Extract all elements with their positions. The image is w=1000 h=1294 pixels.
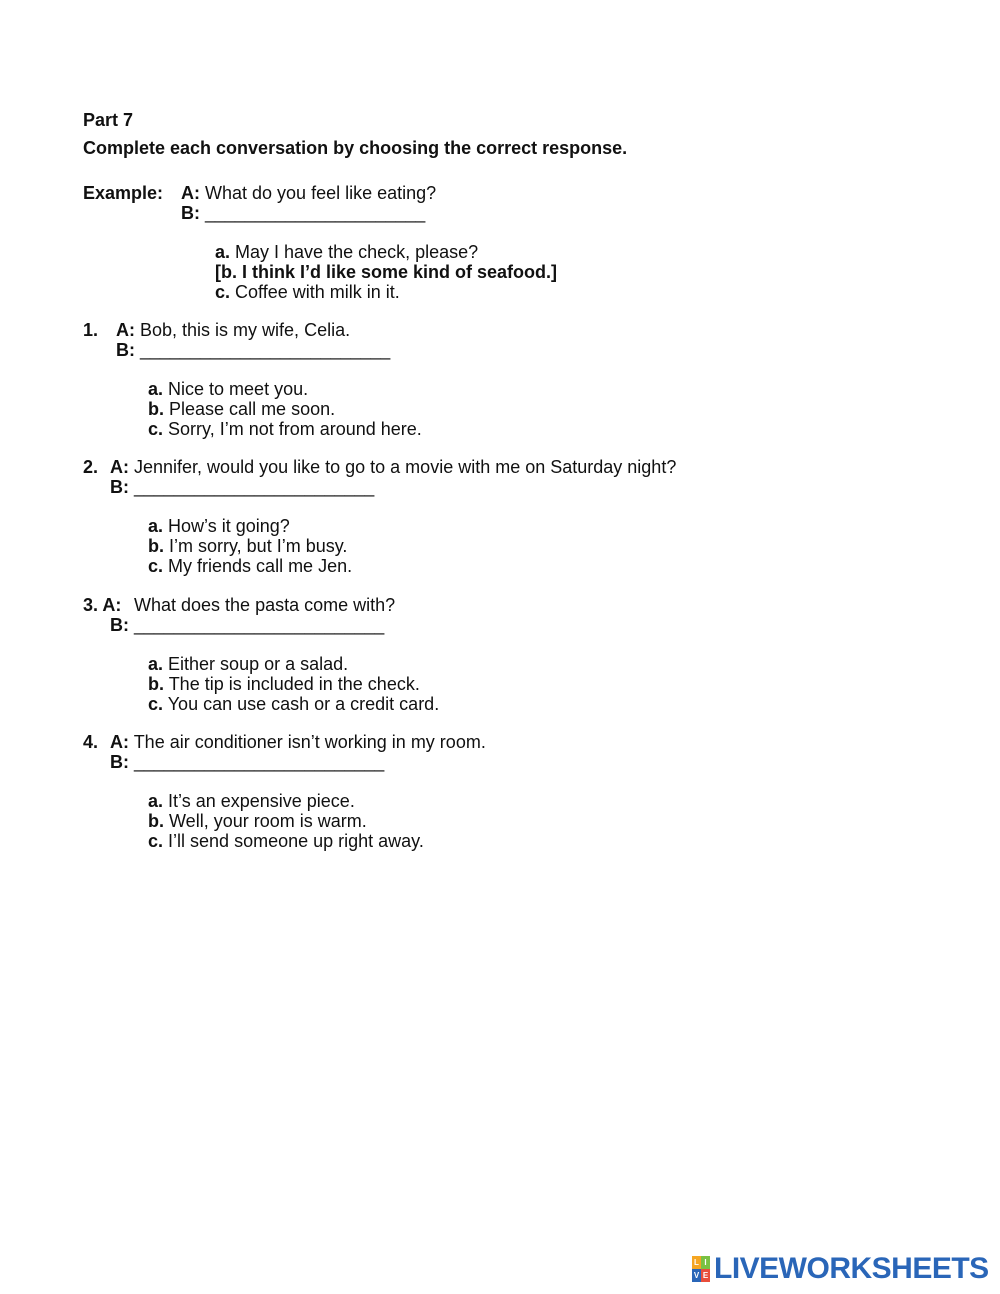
- question-4-option-c[interactable]: c. I’ll send someone up right away.: [148, 831, 424, 851]
- question-3-option-a[interactable]: a. Either soup or a salad.: [148, 654, 349, 674]
- question-2-option-b[interactable]: b. I’m sorry, but I’m busy.: [148, 536, 348, 556]
- logo-mark-icon: L I V E: [693, 1258, 709, 1280]
- question-1-number: 1.: [83, 320, 99, 340]
- part-title: Part 7: [83, 110, 134, 130]
- instructions: Complete each conversation by choosing the correct response.: [83, 138, 628, 158]
- question-1-line-b: B: _________________________: [116, 340, 391, 360]
- question-4-number: 4.: [83, 732, 99, 752]
- answer-blank: _________________________: [134, 752, 385, 772]
- example-line-b: B: ______________________: [181, 203, 426, 223]
- answer-blank: _________________________: [134, 615, 385, 635]
- answer-blank: ________________________: [134, 477, 375, 497]
- question-2-option-a[interactable]: a. How’s it going?: [148, 516, 290, 536]
- example-option-c: c. Coffee with milk in it.: [215, 282, 400, 302]
- question-1-option-b[interactable]: b. Please call me soon.: [148, 399, 336, 419]
- question-1-option-c[interactable]: c. Sorry, I’m not from around here.: [148, 419, 422, 439]
- example-label: Example:: [83, 183, 164, 203]
- question-4-option-a[interactable]: a. It’s an expensive piece.: [148, 791, 355, 811]
- example-option-b-answer: [b. I think I’d like some kind of seafood.]: [215, 262, 558, 282]
- question-3-option-b[interactable]: b. The tip is included in the check.: [148, 674, 420, 694]
- question-3-number: 3. A:: [83, 595, 122, 615]
- question-2-option-c[interactable]: c. My friends call me Jen.: [148, 556, 353, 576]
- liveworksheets-logo: [692, 1252, 989, 1285]
- question-3-line-b: B: _________________________: [110, 615, 385, 635]
- example-line-a: A: What do you feel like eating?: [181, 183, 437, 203]
- question-2-line-a: A: Jennifer, would you like to go to a movie with me on Saturday night?: [110, 457, 677, 477]
- question-3-option-c[interactable]: c. You can use cash or a credit card.: [148, 694, 440, 714]
- answer-blank: ______________________: [205, 203, 426, 223]
- question-2-number: 2.: [83, 457, 99, 477]
- question-4-line-a: A: The air conditioner isn’t working in my room.: [110, 732, 486, 752]
- answer-blank: _________________________: [140, 340, 391, 360]
- question-3-line-a: What does the pasta come with?: [134, 595, 396, 615]
- question-1-line-a: A: Bob, this is my wife, Celia.: [116, 320, 351, 340]
- question-4-option-b[interactable]: b. Well, your room is warm.: [148, 811, 367, 831]
- question-1-option-a[interactable]: a. Nice to meet you.: [148, 379, 309, 399]
- logo-text: LIVEWORKSHEETS: [714, 1252, 989, 1285]
- question-2-line-b: B: ________________________: [110, 477, 375, 497]
- question-4-line-b: B: _________________________: [110, 752, 385, 772]
- example-option-a: a. May I have the check, please?: [215, 242, 479, 262]
